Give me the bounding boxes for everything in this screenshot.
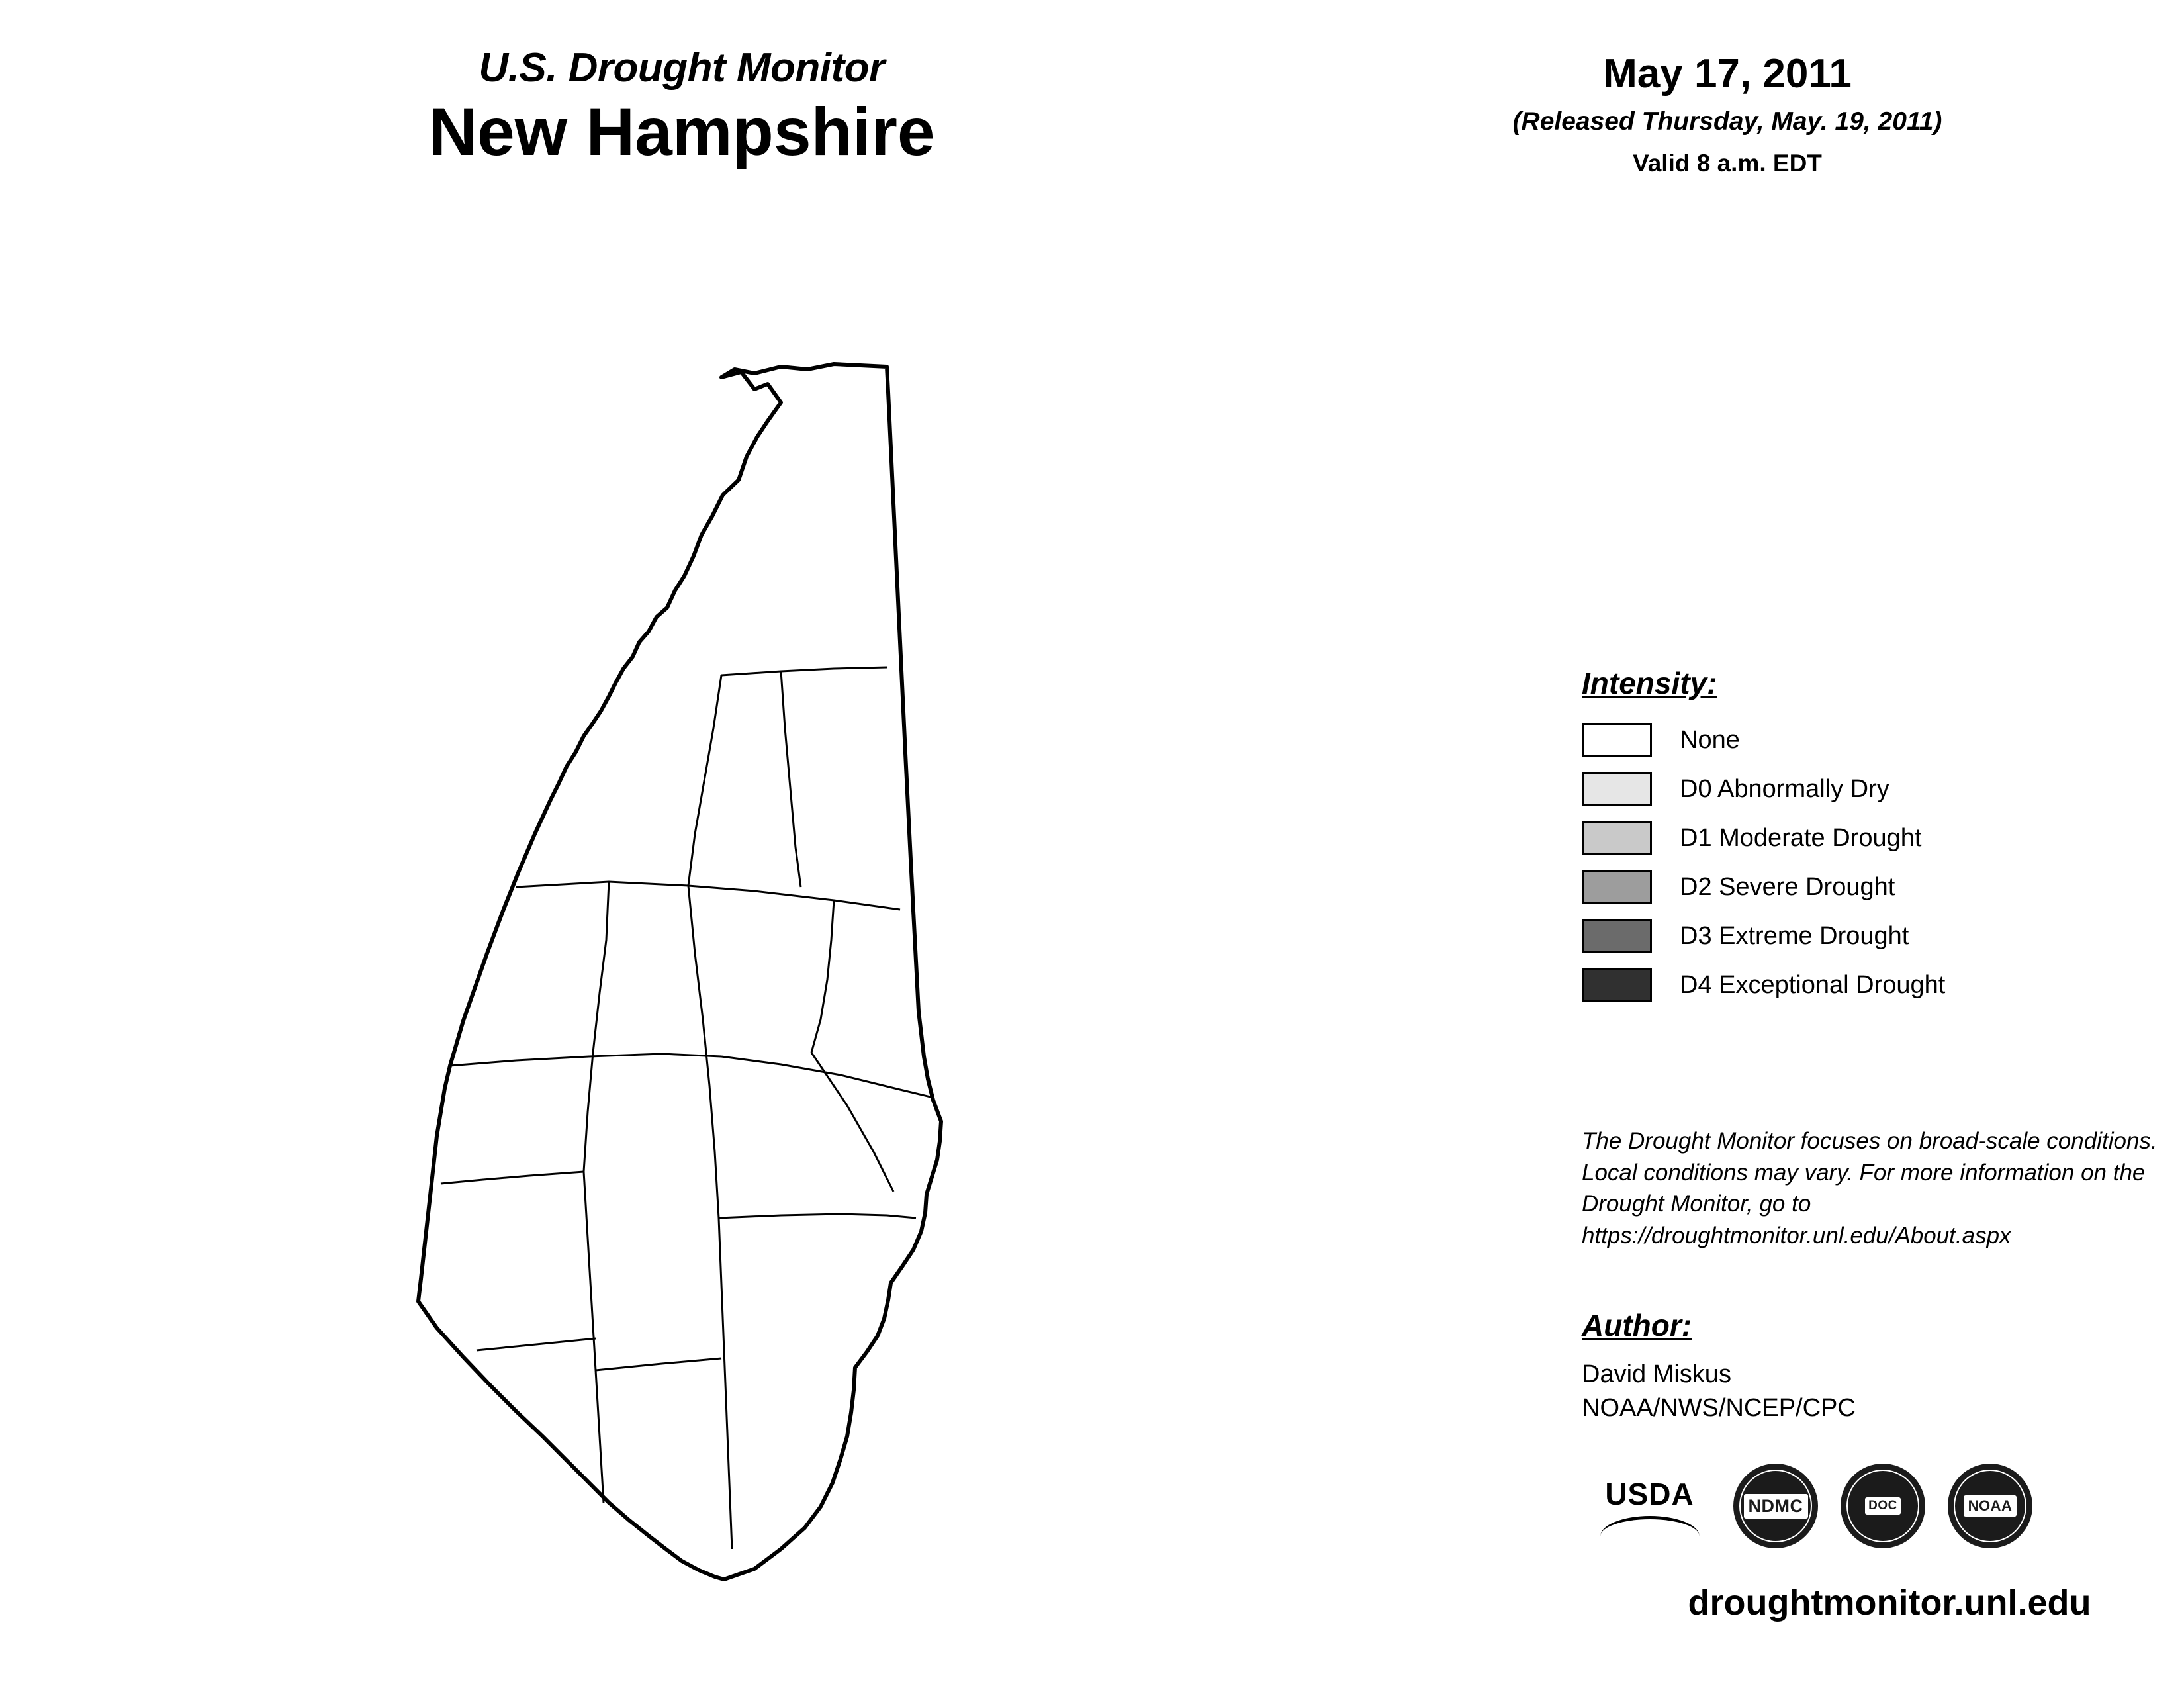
ndmc-logo <box>1733 1464 1818 1548</box>
header-title-block <box>318 46 1046 171</box>
author-affiliation: NOAA/NWS/NCEP/CPC <box>1582 1393 1856 1422</box>
legend-item-d4 <box>1582 961 2177 1009</box>
valid-time: Valid 8 a.m. EDT <box>1633 150 1822 177</box>
usdc-logo <box>1841 1464 1925 1548</box>
legend-label-d1: D1 Moderate Drought <box>1680 823 1922 852</box>
legend-item-d3 <box>1582 912 2177 961</box>
usda-swoosh-icon <box>1600 1516 1700 1536</box>
legend-label-d2: D2 Severe Drought <box>1680 872 1895 901</box>
legend-item-d0 <box>1582 765 2177 814</box>
legend-label-d4: D4 Exceptional Drought <box>1680 970 1946 999</box>
legend-label-none: None <box>1680 726 1740 754</box>
noaa-logo <box>1948 1464 2032 1548</box>
author-block <box>1582 1307 2177 1425</box>
header-date-block <box>1410 52 2045 177</box>
noaa-logo-text: NOAA <box>1964 1495 2017 1517</box>
footer-url[interactable]: droughtmonitor.unl.edu <box>1688 1583 2091 1622</box>
page-title: New Hampshire <box>428 94 935 170</box>
ndmc-logo-text: NDMC <box>1744 1494 1808 1519</box>
legend-swatch-d2 <box>1582 870 1652 904</box>
legend-swatch-d1 <box>1582 821 1652 855</box>
usda-logo-text: USDA <box>1605 1476 1694 1511</box>
state-map <box>410 357 1304 1615</box>
new-hampshire-map-svg <box>410 357 1304 1615</box>
legend-item-none <box>1582 716 2177 765</box>
legend-title: Intensity: <box>1582 666 1717 700</box>
legend-swatch-d0 <box>1582 772 1652 806</box>
author-title: Author: <box>1582 1308 1692 1342</box>
legend-swatch-d4 <box>1582 968 1652 1002</box>
logo-row <box>1588 1456 2184 1556</box>
legend-swatch-none <box>1582 723 1652 757</box>
legend-item-d2 <box>1582 863 2177 912</box>
legend-swatch-d3 <box>1582 919 1652 953</box>
disclaimer-text: The Drought Monitor focuses on broad-scale conditions. Local conditions may vary. For more information on the Drought Monitor, go to https://droughtmonitor.unl.edu/About.aspx <box>1582 1128 2158 1248</box>
legend <box>1582 665 2177 1009</box>
map-date: May 17, 2011 <box>1603 51 1852 97</box>
program-title: U.S. Drought Monitor <box>478 45 885 91</box>
release-date: (Released Thursday, May. 19, 2011) <box>1512 107 1942 136</box>
usda-logo <box>1588 1466 1711 1546</box>
legend-label-d3: D3 Extreme Drought <box>1680 921 1909 950</box>
state-outline-path <box>418 364 941 1579</box>
legend-item-d1 <box>1582 814 2177 863</box>
legend-label-d0: D0 Abnormally Dry <box>1680 774 1889 803</box>
usdc-logo-text: DOC <box>1865 1497 1901 1515</box>
author-name: David Miskus <box>1582 1360 1731 1388</box>
